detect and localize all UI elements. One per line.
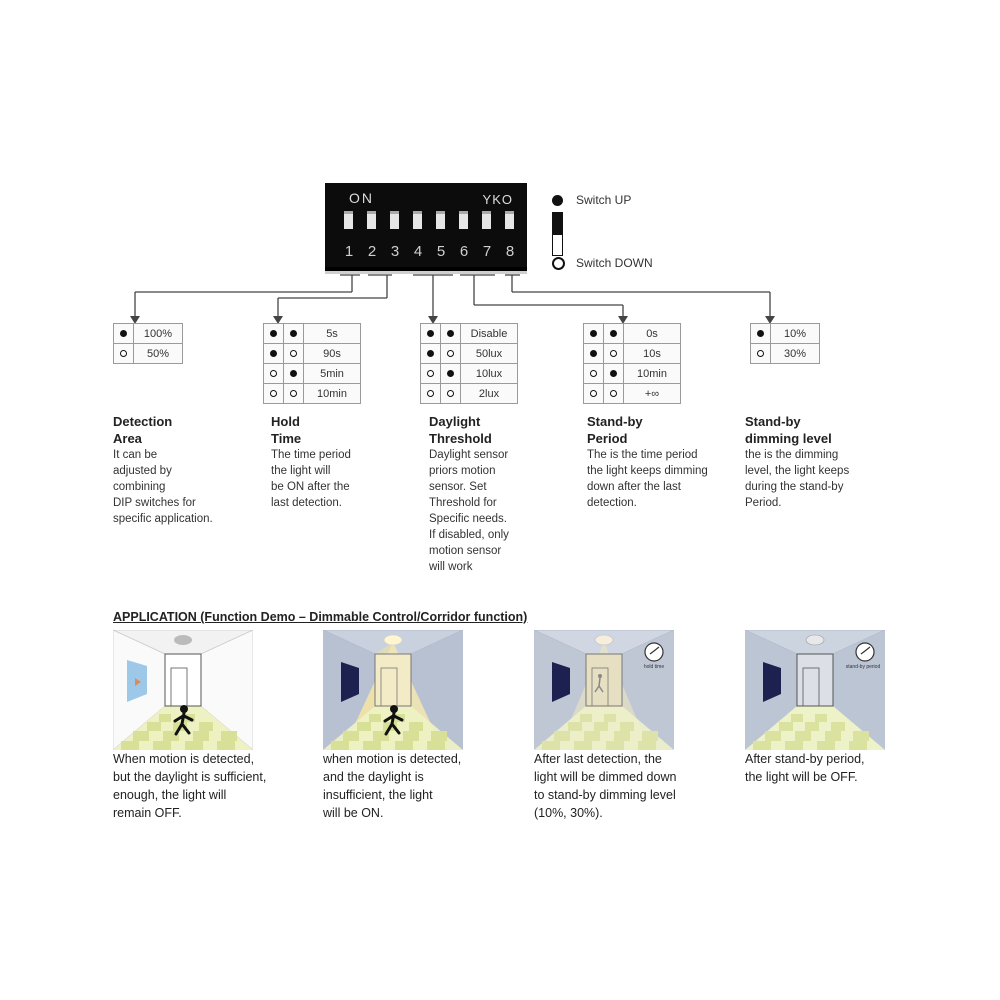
- option-value: 50%: [134, 344, 183, 364]
- standby-dimming-table: [750, 323, 820, 364]
- description-line: DIP switches for: [113, 497, 196, 509]
- dip-number-3: 3: [390, 243, 400, 260]
- description-line: It can be: [113, 449, 158, 461]
- description-title: dimming level: [745, 431, 832, 446]
- switch-down-icon: [757, 350, 764, 357]
- hold-time-table: [263, 323, 361, 404]
- switch-up-icon: [757, 330, 764, 337]
- description-line: level, the light keeps: [745, 465, 850, 477]
- option-value: 2lux: [461, 384, 518, 404]
- description-line: combining: [113, 481, 166, 493]
- caption-line: enough, the light will: [113, 788, 227, 802]
- switch-up-label: Switch UP: [576, 193, 632, 207]
- switch-up-icon: [427, 350, 434, 357]
- caption-line: After last detection, the: [534, 752, 662, 766]
- table-row: [421, 324, 518, 344]
- dip-number-6: 6: [459, 243, 469, 260]
- dip-number-2: 2: [367, 243, 377, 260]
- switch-up-icon: [590, 330, 597, 337]
- scene-3-caption: [534, 750, 709, 822]
- table-row: [751, 324, 820, 344]
- caption-line: and the daylight is: [323, 770, 424, 784]
- switch-up-icon: [447, 370, 454, 377]
- description-title: Stand-by: [745, 414, 801, 429]
- switch-up-icon: [290, 370, 297, 377]
- switch-up-icon: [427, 330, 434, 337]
- description-line: The time period: [271, 449, 351, 461]
- switch-down-icon: [290, 390, 297, 397]
- caption-line: (10%, 30%).: [534, 806, 603, 820]
- option-value: 50lux: [461, 344, 518, 364]
- table-row: [264, 364, 361, 384]
- switch-up-icon: [610, 370, 617, 377]
- dip-number-1: 1: [344, 243, 354, 260]
- caption-line: the light will be OFF.: [745, 770, 858, 784]
- caption-line: to stand-by dimming level: [534, 788, 676, 802]
- switch-down-icon: [270, 390, 277, 397]
- description-line: sensor. Set: [429, 481, 487, 493]
- description-line: be ON after the: [271, 481, 350, 493]
- table-row: [421, 344, 518, 364]
- table-row: [421, 364, 518, 384]
- caption-line: but the daylight is sufficient,: [113, 770, 267, 784]
- description-line: If disabled, only: [429, 529, 509, 541]
- description-line: priors motion: [429, 465, 496, 477]
- description-title: Time: [271, 431, 302, 446]
- daylight-threshold-table: [420, 323, 518, 404]
- description-line: the light keeps dimming: [587, 465, 708, 477]
- description-line: the light will: [271, 465, 331, 477]
- dip-number-4: 4: [413, 243, 423, 260]
- option-value: 10min: [304, 384, 361, 404]
- description-title: Period: [587, 431, 628, 446]
- option-value: 90s: [304, 344, 361, 364]
- option-value: 10s: [624, 344, 681, 364]
- description-line: the is the dimming: [745, 449, 839, 461]
- option-value: 100%: [134, 324, 183, 344]
- switch-down-icon: [590, 390, 597, 397]
- option-value: 5s: [304, 324, 361, 344]
- caption-line: light will be dimmed down: [534, 770, 677, 784]
- switch-up-icon: [610, 330, 617, 337]
- scene-2-caption: [323, 750, 498, 822]
- description-line: down after the last: [587, 481, 681, 493]
- switch-up-icon: [590, 350, 597, 357]
- dip-number-8: 8: [505, 243, 515, 260]
- option-value: +∞: [624, 384, 681, 404]
- detection-area-description: [113, 413, 253, 527]
- caption-line: when motion is detected,: [323, 752, 462, 766]
- table-row: [264, 384, 361, 404]
- table-row: [264, 344, 361, 364]
- option-value: 0s: [624, 324, 681, 344]
- scene-3-illustration: [534, 630, 674, 750]
- switch-down-icon: [427, 390, 434, 397]
- dip-number-7: 7: [482, 243, 492, 260]
- option-value: 10%: [771, 324, 820, 344]
- switch-down-icon: [290, 350, 297, 357]
- description-line: during the stand-by: [745, 481, 844, 493]
- standby-dimming-description: [745, 413, 895, 511]
- table-row: [584, 344, 681, 364]
- description-line: Period.: [745, 497, 782, 509]
- description-title: Hold: [271, 414, 300, 429]
- switch-down-label: Switch DOWN: [576, 256, 653, 270]
- scene-4-illustration: [745, 630, 885, 750]
- dip-on-label: ON: [349, 190, 374, 206]
- option-value: Disable: [461, 324, 518, 344]
- dip-number-5: 5: [436, 243, 446, 260]
- table-row: [584, 324, 681, 344]
- switch-up-icon: [270, 350, 277, 357]
- hold-time-description: [271, 413, 411, 511]
- option-value: 30%: [771, 344, 820, 364]
- switch-up-icon: [120, 330, 127, 337]
- switch-up-icon: [270, 330, 277, 337]
- description-line: detection.: [587, 497, 637, 509]
- caption-line: When motion is detected,: [113, 752, 255, 766]
- description-line: specific application.: [113, 513, 213, 525]
- switch-down-icon: [610, 390, 617, 397]
- caption-line: remain OFF.: [113, 806, 182, 820]
- description-line: Specific needs.: [429, 513, 507, 525]
- description-line: motion sensor: [429, 545, 502, 557]
- table-row: [114, 324, 183, 344]
- caption-line: will be ON.: [323, 806, 384, 820]
- standby-period-table: [583, 323, 681, 404]
- description-line: last detection.: [271, 497, 342, 509]
- table-row: [114, 344, 183, 364]
- description-line: adjusted by: [113, 465, 172, 477]
- table-row: [421, 384, 518, 404]
- switch-up-icon: [447, 330, 454, 337]
- description-title: Area: [113, 431, 142, 446]
- description-title: Detection: [113, 414, 173, 429]
- connector-lines: [0, 0, 1000, 330]
- switch-up-icon: [290, 330, 297, 337]
- table-row: [584, 364, 681, 384]
- switch-down-icon: [610, 350, 617, 357]
- description-title: Daylight: [429, 414, 481, 429]
- description-line: Daylight sensor: [429, 449, 509, 461]
- description-line: Threshold for: [429, 497, 497, 509]
- option-value: 10lux: [461, 364, 518, 384]
- standby-period-badge: stand-by period: [845, 664, 881, 670]
- hold-time-badge: hold time: [643, 664, 665, 670]
- table-row: [751, 344, 820, 364]
- caption-line: After stand-by period,: [745, 752, 865, 766]
- description-line: will work: [429, 561, 473, 573]
- switch-down-icon: [447, 390, 454, 397]
- scene-1-illustration: [113, 630, 253, 750]
- application-title: APPLICATION (Function Demo – Dimmable Control/Corridor function): [113, 610, 528, 624]
- dip-brand-label: YKO: [482, 192, 513, 207]
- scene-2-illustration: [323, 630, 463, 750]
- switch-down-icon: [427, 370, 434, 377]
- option-value: 5min: [304, 364, 361, 384]
- table-row: [584, 384, 681, 404]
- description-title: Threshold: [429, 431, 492, 446]
- description-title: Stand-by: [587, 414, 643, 429]
- switch-down-icon: [590, 370, 597, 377]
- detection-area-table: [113, 323, 183, 364]
- caption-line: insufficient, the light: [323, 788, 433, 802]
- description-line: The is the time period: [587, 449, 698, 461]
- standby-period-description: [587, 413, 737, 511]
- daylight-threshold-description: [429, 413, 569, 575]
- switch-down-icon: [270, 370, 277, 377]
- scene-4-caption: [745, 750, 920, 786]
- scene-1-caption: [113, 750, 288, 822]
- switch-down-icon: [120, 350, 127, 357]
- switch-down-icon: [447, 350, 454, 357]
- table-row: [264, 324, 361, 344]
- option-value: 10min: [624, 364, 681, 384]
